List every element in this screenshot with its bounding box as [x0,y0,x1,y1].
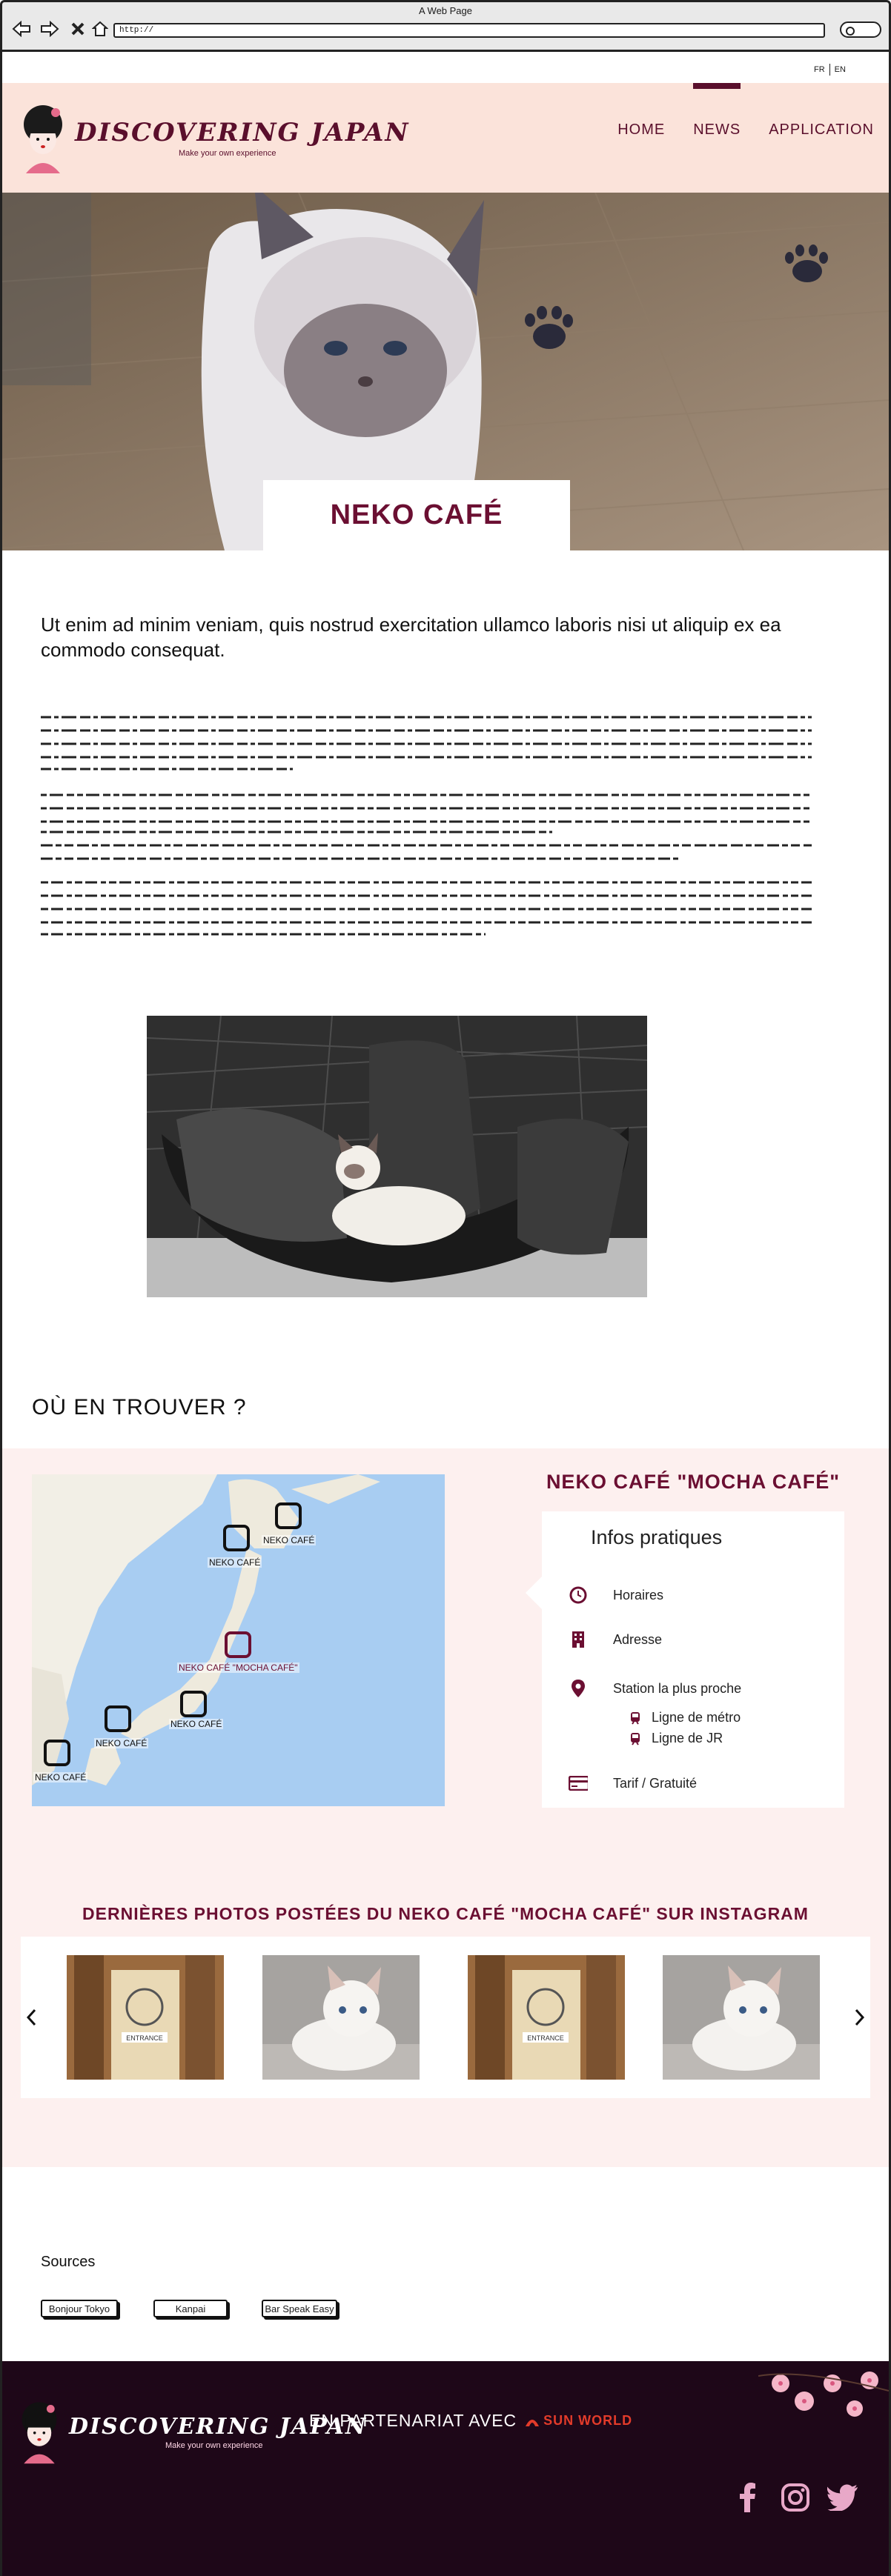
geisha-logo-icon [16,2398,63,2465]
logo-subtitle: Make your own experience [179,149,276,158]
info-title: Infos pratiques [591,1526,723,1548]
section-heading-where: OÙ EN TROUVER ? [32,1395,247,1420]
entrance-sign: ENTRANCE [126,2034,163,2042]
info-row-address [569,1630,662,1649]
placeholder-text-block [41,711,812,771]
browser-title: A Web Page [418,5,473,16]
white-cat-image [262,1955,420,2080]
info-station-label: Station la plus proche [613,1680,742,1696]
placeholder-text-block [41,839,812,869]
japan-map[interactable] [32,1474,445,1806]
page-title: NEKO CAFÉ [330,499,503,530]
info-price-label: Tarif / Gratuité [613,1775,698,1791]
map-marker-label-active: NEKO CAFÉ "MOCHA CAFÉ" [179,1663,298,1673]
partner-text: EN PARTENARIAT AVEC [309,2411,517,2430]
browser-window [0,0,891,52]
placeholder-text-block [41,789,812,833]
lang-en-link[interactable]: EN [834,65,846,74]
info-address-label: Adresse [613,1631,663,1647]
close-icon[interactable] [67,19,88,39]
info-row-station [569,1679,741,1698]
nav-news[interactable]: NEWS [693,122,741,138]
search-input[interactable] [840,21,881,38]
home-icon[interactable] [90,19,110,39]
site-header [2,83,889,193]
sun-world-logo-icon [524,2414,540,2428]
cherry-blossom-icon [758,2361,889,2428]
instagram-icon[interactable] [779,2481,812,2514]
map-marker-label: NEKO CAFÉ [96,1738,148,1748]
placeholder-text-block [41,876,812,936]
cafe-name: NEKO CAFÉ "MOCHA CAFÉ" [546,1471,841,1493]
map-marker-label: NEKO CAFÉ [35,1772,87,1783]
info-row-jr [629,1731,723,1746]
map-marker-label: NEKO CAFÉ [263,1535,315,1545]
footer-logo-subtitle: Make your own experience [165,2440,263,2450]
cat-photo [147,1016,647,1297]
footer-logo[interactable] [16,2398,367,2465]
facebook-icon[interactable] [732,2481,764,2514]
cafe-entrance-image [468,1955,625,2080]
train-icon [629,1732,641,1745]
instagram-photo[interactable] [67,1955,224,2080]
site-footer [2,2361,889,2576]
nav-home[interactable]: HOME [617,122,666,138]
chevron-left-icon[interactable] [22,2005,40,2030]
lang-fr-link[interactable]: FR [814,65,825,74]
cafe-entrance-image [67,1955,224,2080]
hero-banner [2,193,889,550]
url-input[interactable]: http:// [113,23,825,38]
source-link-kanpai[interactable]: Kanpai [153,2300,228,2317]
info-row-price [569,1774,697,1793]
map-marker[interactable] [223,1525,250,1551]
map-marker[interactable] [105,1705,131,1732]
instagram-carousel [21,1937,870,2098]
info-card [542,1511,844,1808]
info-row-metro [629,1710,741,1725]
instagram-photo[interactable] [262,1955,420,2080]
train-icon [629,1711,641,1725]
map-marker-active[interactable] [225,1631,251,1658]
back-icon[interactable] [11,19,32,39]
main-nav [617,122,874,139]
credit-card-icon [569,1774,588,1793]
instagram-heading: DERNIÈRES PHOTOS POSTÉES DU NEKO CAFÉ "MOCHA CAFÉ" SUR INSTAGRAM [82,1904,809,1923]
info-jr-label: Ligne de JR [652,1731,723,1745]
info-metro-label: Ligne de métro [652,1710,741,1725]
geisha-logo-icon [17,101,69,175]
language-switch [814,64,846,76]
intro-lead: Ut enim ad minim veniam, quis nostrud exercitation ullamco laboris nisi ut aliquip ex ea commodo consequat. [41,613,781,661]
map-marker-label: NEKO CAFÉ [170,1719,222,1729]
nav-application[interactable]: APPLICATION [769,122,874,138]
partner-brand[interactable] [524,2413,632,2429]
hero-title-card [263,480,570,550]
forward-icon[interactable] [39,19,60,39]
clock-icon [569,1585,588,1605]
cat-chair-image [147,1016,647,1297]
partner-brand-label: SUN WORLD [543,2413,633,2428]
instagram-photo[interactable] [468,1955,625,2080]
info-hours-label: Horaires [613,1587,664,1602]
source-link-bonjour-tokyo[interactable]: Bonjour Tokyo [41,2300,118,2317]
info-row-hours [569,1585,663,1605]
instagram-photo[interactable] [663,1955,820,2080]
divider [829,64,830,76]
map-marker[interactable] [275,1502,302,1529]
footer-logo-title: DISCOVERING JAPAN [69,2413,368,2440]
sources-label: Sources [41,2254,96,2270]
entrance-sign: ENTRANCE [527,2034,564,2042]
map-marker-label: NEKO CAFÉ [209,1557,261,1568]
map-marker[interactable] [180,1691,207,1717]
site-logo[interactable] [17,101,409,175]
location-pin-icon [569,1679,588,1698]
partner-block [309,2411,632,2431]
map-marker[interactable] [44,1740,70,1766]
building-icon [569,1630,588,1649]
white-cat-image [663,1955,820,2080]
chevron-right-icon[interactable] [851,2005,869,2030]
twitter-icon[interactable] [827,2481,859,2514]
logo-title: DISCOVERING JAPAN [75,118,410,147]
source-link-bar-speak-easy[interactable]: Bar Speak Easy [262,2300,337,2317]
